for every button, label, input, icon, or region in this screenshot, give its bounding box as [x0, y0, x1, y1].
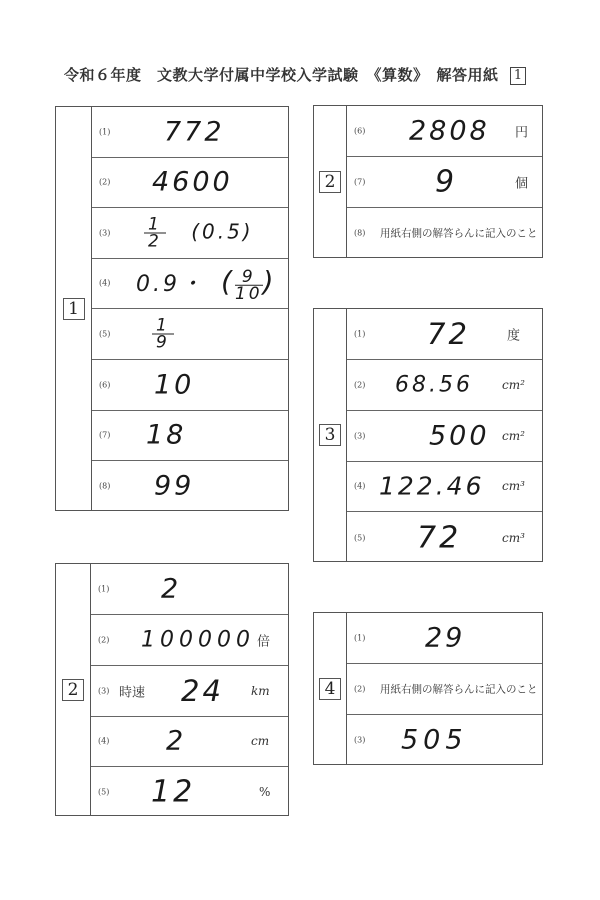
section-label-column	[314, 613, 347, 764]
answer-value: 505	[401, 724, 468, 756]
question-number: (1)	[354, 633, 366, 643]
unit-label: cm²	[502, 377, 525, 392]
answer-rows	[347, 309, 542, 561]
answer-row	[91, 615, 288, 666]
answer-value	[144, 214, 254, 252]
instruction-note: 用紙右側の解答らんに記入のこと	[380, 227, 538, 240]
answer-value: 2	[166, 725, 187, 757]
answer-value: 4600	[152, 166, 233, 198]
answer-row	[347, 411, 542, 462]
question-number: (3)	[99, 228, 111, 238]
answer-row	[347, 309, 542, 360]
answer-row	[347, 208, 542, 259]
unit-label: cm³	[502, 530, 525, 545]
section-2	[55, 563, 289, 816]
answer-value: 99	[154, 470, 195, 502]
answer-row	[92, 107, 288, 158]
unit-label: cm	[251, 734, 270, 749]
title-text: 令和６年度 文教大学付属中学校入学試験 《算数》 解答用紙	[64, 66, 499, 84]
unit-label: cm²	[502, 428, 525, 443]
question-number: (7)	[354, 177, 366, 186]
answer-value: 12	[151, 774, 196, 810]
section-label-column	[56, 107, 92, 510]
question-number: (8)	[99, 481, 111, 491]
question-number: (6)	[354, 126, 366, 136]
answer-value: 2	[161, 573, 182, 605]
unit-label: cm³	[502, 479, 525, 494]
answer-row	[91, 717, 288, 768]
answer-row	[91, 767, 288, 818]
answer-value: 29	[425, 622, 466, 654]
answer-row	[91, 666, 288, 717]
section-number: 4	[319, 678, 341, 700]
answer-fraction: $\frac{1}{9}$	[152, 318, 174, 351]
answer-rows	[91, 564, 288, 815]
answer-fraction: $\frac{9}{10}$	[234, 266, 263, 304]
answer-row	[347, 462, 542, 513]
question-number: (4)	[99, 278, 111, 288]
answer-value: 500	[429, 420, 490, 451]
answer-alt: (0.5)	[191, 219, 254, 244]
question-number: (7)	[99, 430, 111, 440]
unit-label: km	[251, 683, 270, 698]
answer-row	[347, 360, 542, 411]
answer-value: 72	[417, 520, 462, 555]
section-2-continued	[313, 105, 543, 258]
answer-row	[92, 158, 288, 209]
question-number: (3)	[98, 686, 110, 695]
question-number: (4)	[354, 481, 366, 491]
question-number: (1)	[98, 584, 110, 594]
question-number: (3)	[354, 735, 366, 745]
unit-label: 円	[515, 125, 529, 141]
section-number: 2	[62, 679, 84, 701]
section-number: 1	[63, 298, 85, 320]
answer-value: 122.46	[379, 471, 485, 501]
answer-row	[347, 106, 542, 157]
answer-value: 72	[427, 316, 470, 351]
question-number: (1)	[99, 127, 111, 137]
answer-row	[92, 208, 288, 259]
prefix-label: 時速	[119, 685, 146, 700]
unit-label: 個	[515, 176, 529, 191]
question-number: (2)	[354, 684, 366, 693]
answer-value: 68.56	[395, 372, 473, 397]
answer-rows	[347, 106, 542, 257]
question-number: (2)	[99, 177, 111, 187]
answer-row	[92, 360, 288, 411]
answer-row	[347, 664, 542, 715]
answer-fraction: $\frac{1}{2}$	[144, 216, 166, 249]
instruction-note: 用紙右側の解答らんに記入のこと	[380, 683, 538, 695]
question-number: (5)	[98, 787, 110, 797]
question-number: (6)	[99, 380, 111, 390]
answer-row	[92, 461, 288, 512]
section-1	[55, 106, 289, 511]
section-label-column	[314, 309, 347, 561]
section-number: 3	[319, 424, 341, 446]
page-number-box: 1	[510, 67, 526, 85]
answer-row	[91, 564, 288, 615]
question-number: (5)	[354, 533, 366, 542]
answer-row	[347, 512, 542, 563]
answer-row	[92, 259, 288, 310]
answer-rows	[92, 107, 288, 510]
question-number: (2)	[98, 635, 110, 644]
answer-row	[347, 613, 542, 664]
section-3	[313, 308, 543, 562]
question-number: (1)	[354, 329, 366, 339]
question-number: (2)	[354, 380, 366, 389]
page-title	[64, 64, 526, 85]
section-4	[313, 612, 543, 765]
answer-value: 772	[164, 116, 225, 148]
question-number: (5)	[99, 329, 111, 339]
answer-row	[347, 157, 542, 208]
question-number: (4)	[98, 736, 110, 746]
answer-value: 24	[181, 673, 224, 708]
answer-row	[92, 411, 288, 462]
answer-row	[347, 715, 542, 766]
answer-rows	[347, 613, 542, 764]
answer-value: 0.9・ ( $\frac{9}{10}$ )	[136, 265, 277, 304]
unit-label: %	[259, 785, 271, 800]
answer-value: 100000	[141, 627, 255, 652]
unit-label: 度	[507, 328, 521, 344]
answer-row	[92, 309, 288, 360]
answer-value: 9	[435, 164, 458, 199]
section-label-column	[56, 564, 91, 815]
answer-value: 2808	[409, 115, 490, 147]
answer-value	[152, 315, 174, 353]
answer-value: 18	[146, 419, 187, 451]
section-label-column	[314, 106, 347, 257]
section-number: 2	[319, 171, 341, 193]
question-number: (8)	[354, 228, 366, 238]
question-number: (3)	[354, 431, 366, 440]
answer-value: 10	[154, 369, 195, 401]
unit-label: 倍	[257, 634, 271, 649]
